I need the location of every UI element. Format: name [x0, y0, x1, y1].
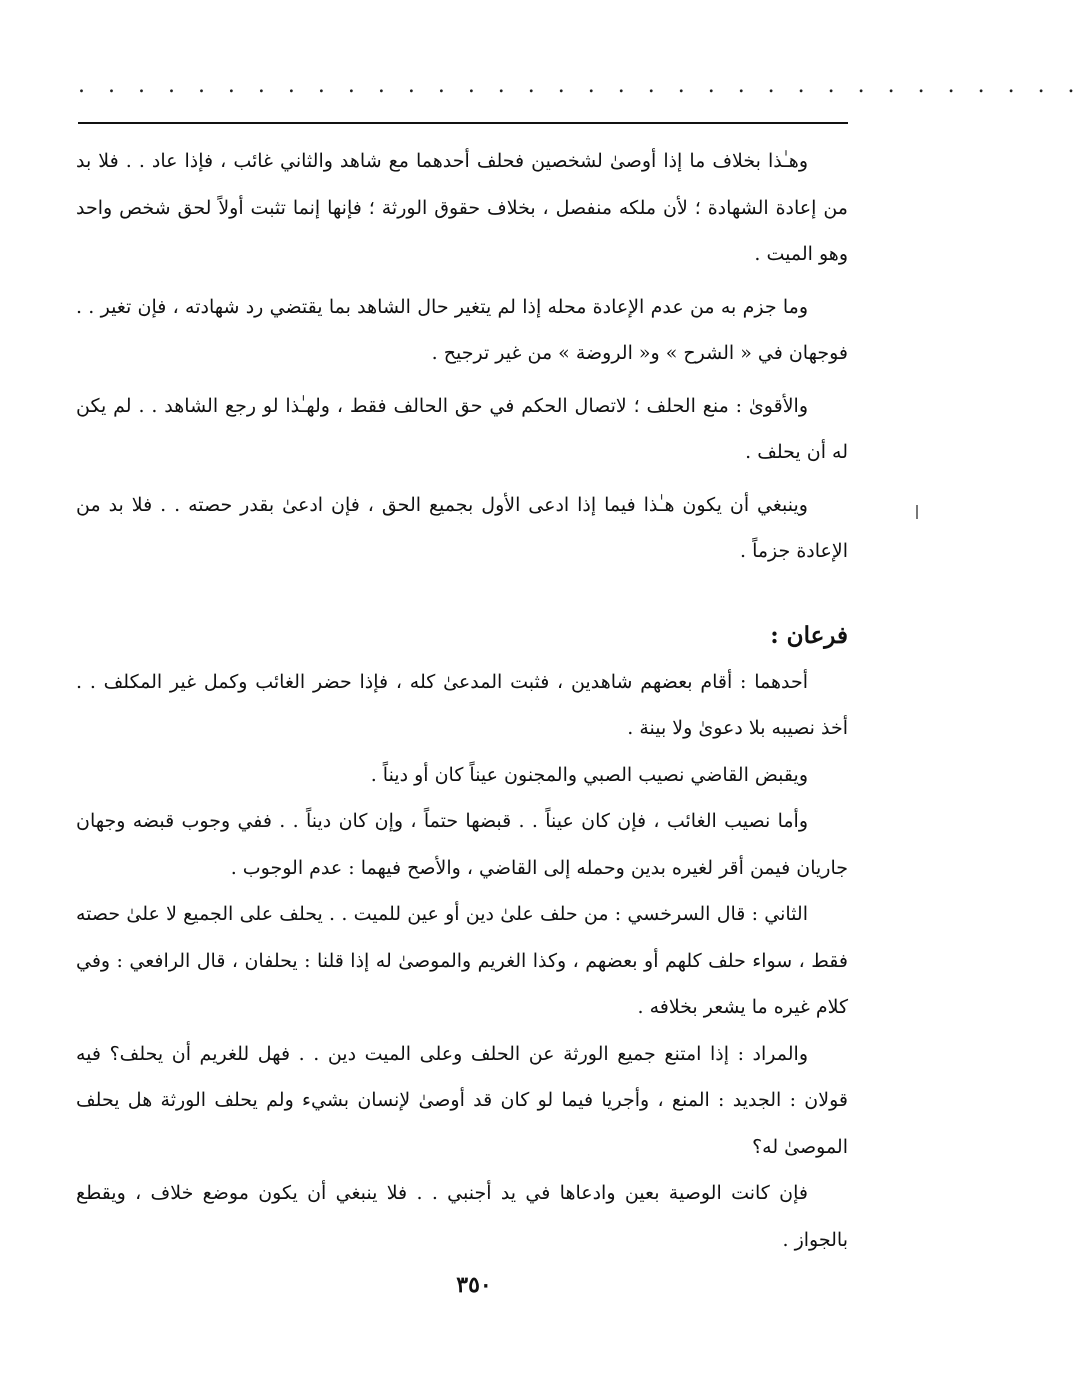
paragraph: فإن كانت الوصية بعين وادعاها في يد أجنبي . . فلا ينبغي أن يكون موضع خلاف ، ويقطع بالجواز .	[76, 1182, 848, 1251]
paragraph: وأما نصيب الغائب ، فإن كان عيناً . . قبضها حتماً ، وإن كان ديناً . . ففي وجوب قبضه وجهان جاريان فيمن أقر لغيره بدين وحمله إلى القاضي ، والأصح فيهما : عدم الوجوب .	[76, 810, 848, 879]
paragraph: والمراد : إذا امتنع جميع الورثة عن الحلف وعلى الميت دين . . فهل للغريم أن يحلف؟ فيه قولان : الجديد : المنع ، وأجريا فيما لو كان قد أوصىٰ لإنسان بشيء ولم يحلف الورثة هل يحلف الموصىٰ له؟	[76, 1042, 848, 1158]
margin-mark	[916, 505, 918, 519]
header-dotted-line: . . . . . . . . . . . . . . . . . . . . . . . . . . . . . . . . . .	[78, 73, 1083, 98]
section-heading: فرعان :	[770, 621, 848, 649]
paragraph: ويقبض القاضي نصيب الصبي والمجنون عيناً كان أو ديناً .	[370, 763, 808, 786]
header-rule	[78, 122, 848, 124]
page-number: ٣٥٠	[456, 1272, 492, 1298]
page-body	[76, 138, 848, 1263]
paragraph: وهـٰذا بخلاف ما إذا أوصىٰ لشخصين فحلف أحدهما مع شاهد والثاني غائب ، فإذا عاد . . فلا بد من إعادة الشهادة ؛ لأن ملكه منفصل ، بخلاف حقوق الورثة ؛ فإنها إنما تثبت أولاً لحق شخص واحد وهو الميت .	[76, 150, 848, 265]
paragraph: والأقوىٰ : منع الحلف ؛ لاتصال الحكم في حق الحالف فقط ، ولهـٰذا لو رجع الشاهد . . لم يكن له أن يحلف .	[76, 394, 848, 463]
paragraph: وينبغي أن يكون هـٰذا فيما إذا ادعى الأول بجميع الحق ، فإن ادعىٰ بقدر حصته . . فلا بد من الإعادة جزماً .	[76, 493, 848, 562]
paragraph: وما جزم به من عدم الإعادة محله إذا لم يتغير حال الشاهد بما يقتضي رد شهادته ، فإن تغير . . فوجهان في « الشرح » و« الروضة » من غير ترجيح .	[76, 295, 848, 364]
paragraph: أحدهما : أقام بعضهم شاهدين ، فثبت المدعىٰ كله ، فإذا حضر الغائب وكمل غير المكلف . . أخذ نصيبه بلا دعوىٰ ولا بينة .	[76, 670, 848, 739]
paragraph: الثاني : قال السرخسي : من حلف علىٰ دين أو عين للميت . . يحلف على الجميع لا علىٰ حصته فقط ، سواء حلف كلهم أو بعضهم ، وكذا الغريم والموصىٰ له إذا قلنا : يحلفان ، قال الرافعي : وفي كلام غيره ما يشعر بخلافه .	[76, 903, 848, 1018]
